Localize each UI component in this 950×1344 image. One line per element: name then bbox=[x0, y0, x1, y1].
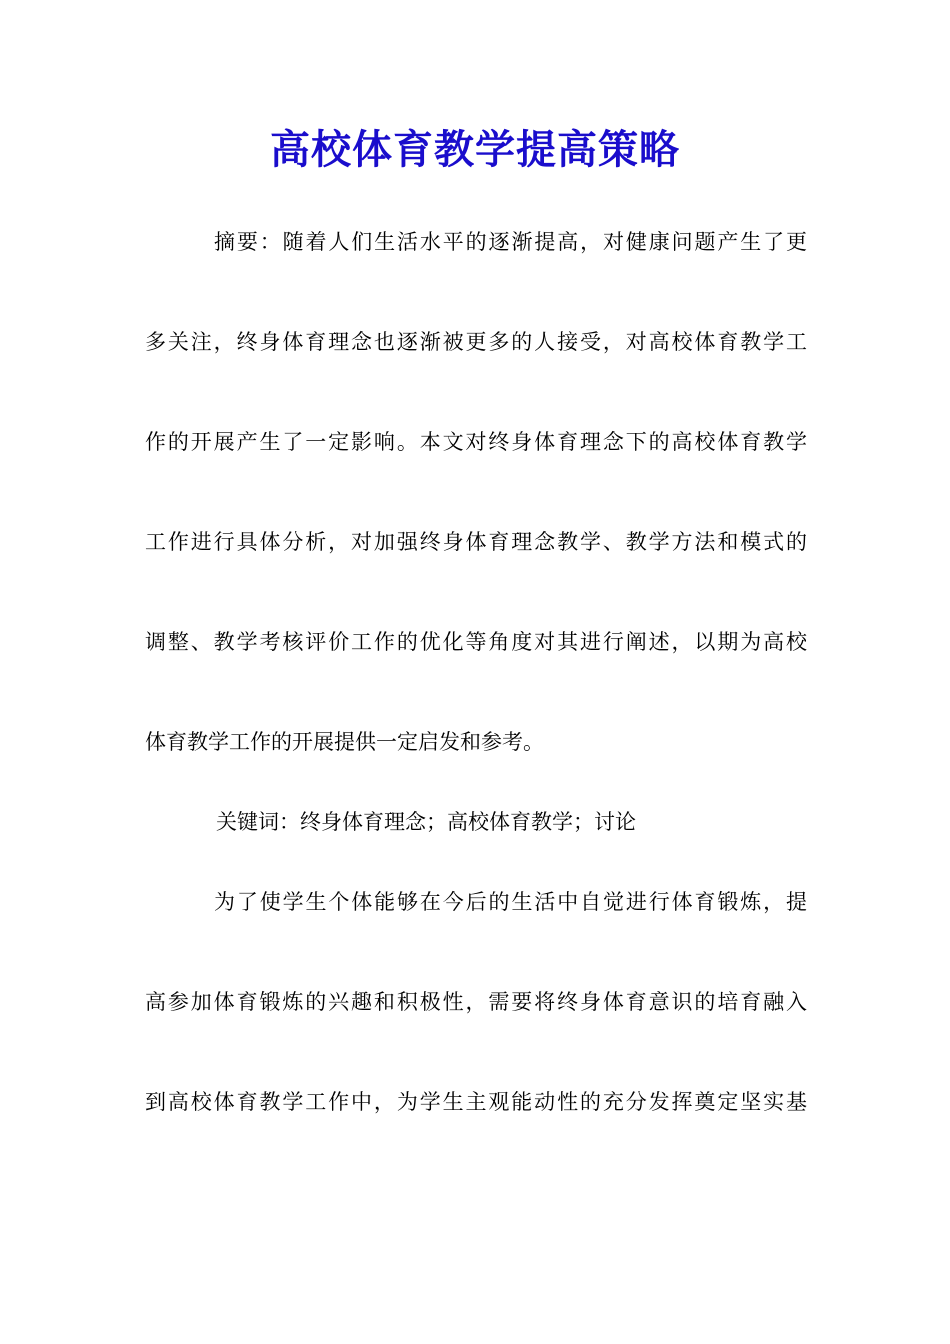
document-title: 高校体育教学提高策略 bbox=[270, 126, 680, 173]
abstract-line: 工作进行具体分析，对加强终身体育理念教学、教学方法和模式的 bbox=[145, 530, 807, 554]
abstract-line: 作的开展产生了一定影响。本文对终身体育理念下的高校体育教学 bbox=[145, 430, 807, 454]
abstract-line: 多关注，终身体育理念也逐渐被更多的人接受，对高校体育教学工 bbox=[145, 330, 807, 354]
keywords-line: 关键词：终身体育理念；高校体育教学；讨论 bbox=[216, 810, 636, 834]
abstract-line: 调整、教学考核评价工作的优化等角度对其进行阐述，以期为高校 bbox=[145, 630, 807, 654]
abstract-line: 体育教学工作的开展提供一定启发和参考。 bbox=[145, 730, 544, 754]
body-line: 为了使学生个体能够在今后的生活中自觉进行体育锻炼，提 bbox=[214, 890, 807, 914]
body-line: 到高校体育教学工作中，为学生主观能动性的充分发挥奠定坚实基 bbox=[145, 1090, 807, 1114]
abstract-line: 摘要：随着人们生活水平的逐渐提高，对健康问题产生了更 bbox=[214, 230, 807, 254]
body-line: 高参加体育锻炼的兴趣和积极性，需要将终身体育意识的培育融入 bbox=[145, 990, 807, 1014]
